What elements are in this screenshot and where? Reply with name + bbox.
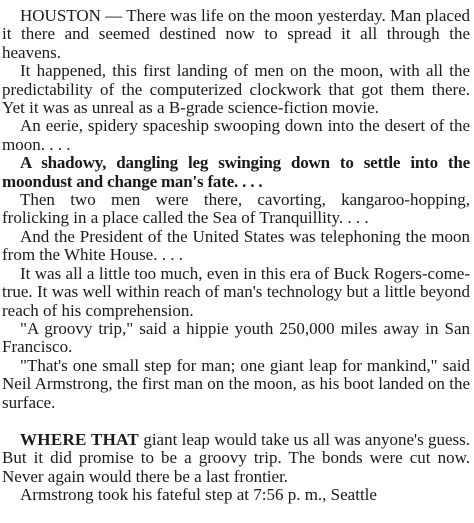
article-paragraph: It happened, this first landing of men on the moon, with all the predictability of the computerized clockwork that got them there. Yet it was as unreal as a B-grade science-fiction movie. — [2, 61, 470, 118]
article-paragraph: "That's one small step for man; one giant leap for mankind," said Neil Armstrong, the first man on the moon, as his boot landed on the surface. — [2, 355, 470, 412]
paragraph-text: There was life on the moon yesterday. Man placed it there and seemed destined now to spread it all through the heavens. — [2, 6, 470, 62]
article-paragraph-section — [2, 431, 470, 486]
article-paragraph: Then two men were there, cavorting, kangaroo-hopping, frolicking in a place called the Sea of Tranquillity. . . . — [2, 190, 470, 228]
article-paragraph: And the President of the United States was telephoning the moon from the White House. . . . — [2, 226, 470, 265]
article-paragraph: Armstrong took his fateful step at 7:56 p. m., Seattle — [20, 485, 377, 505]
article-paragraph-bold: A shadowy, dangling leg swinging down to settle into the moondust and change man's fate. . . . — [2, 153, 470, 191]
article-paragraph: It was all a little too much, even in this era of Buck Rogers-come-true. It was well within reach of man's technology but a little beyond reach of his comprehension. — [2, 263, 470, 320]
article-paragraph: "A groovy trip," said a hippie youth 250,000 miles away in San Francisco. — [2, 318, 470, 357]
section-lead-in: WHERE THAT — [20, 429, 140, 449]
dateline: HOUSTON — — [20, 6, 127, 25]
article-paragraph: An eerie, spidery spaceship swooping down into the desert of the moon. . . . — [2, 116, 470, 154]
article-paragraph-lead — [2, 7, 470, 62]
paragraph-text: giant leap would take us all was anyone's guess. But it did promise to be a groovy trip. The bonds were cut now. Never again would there be a last frontier. — [2, 429, 470, 486]
news-article — [2, 7, 470, 505]
